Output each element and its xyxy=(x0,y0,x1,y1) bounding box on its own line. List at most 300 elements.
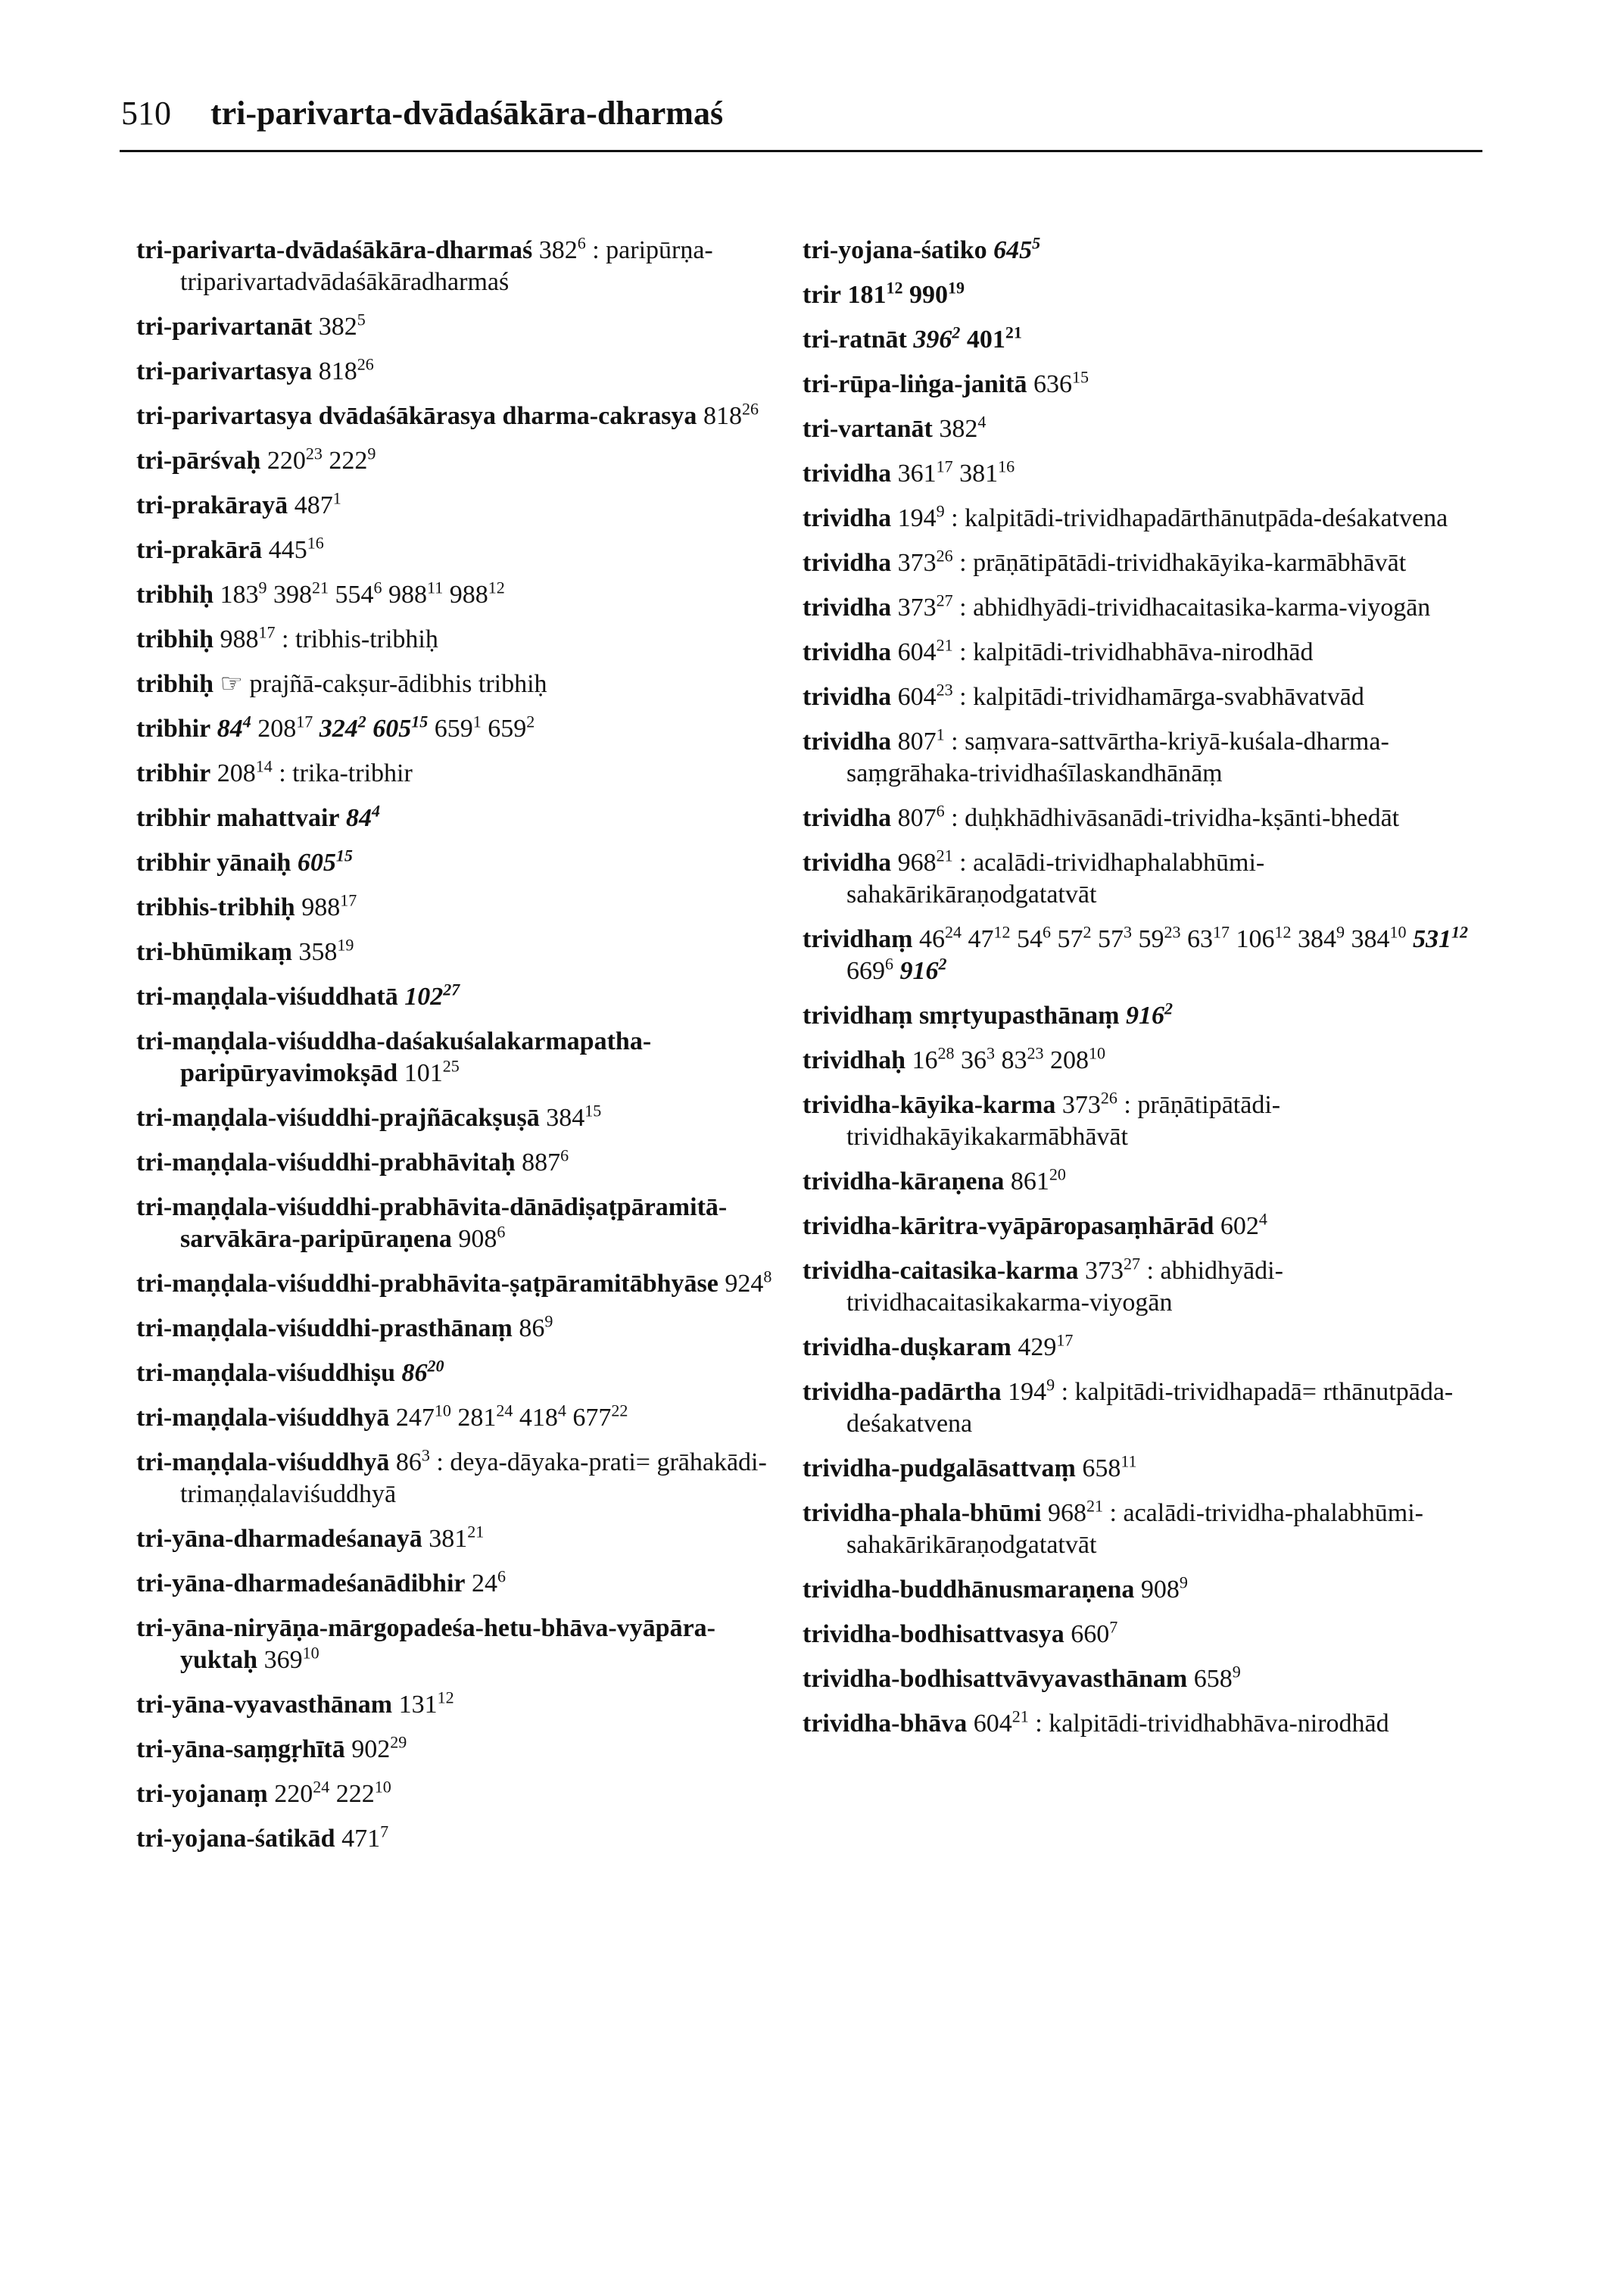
reference-line: 12 xyxy=(1451,922,1468,942)
page-reference xyxy=(335,1777,391,1808)
index-entry xyxy=(136,937,787,968)
page-reference xyxy=(546,1101,602,1132)
entry-gloss: deya-dāyaka-prati= grāhakādi-trimaṇḍalaviśuddhyā xyxy=(180,1448,767,1508)
page-reference xyxy=(522,1145,569,1177)
reference-page: 220 xyxy=(267,447,306,475)
index-entry: trividha-caitasika-karma $373^{27}$ : abhidhyādi-trividhacaitasikakarma-viyogān xyxy=(803,1254,1283,1317)
page-reference xyxy=(899,954,947,985)
reference-line: 21 xyxy=(312,578,329,597)
reference-line: 4 xyxy=(242,712,251,731)
index-entry xyxy=(803,1332,1469,1364)
entry-headword: tri-parivartanāt xyxy=(136,313,313,341)
page-reference xyxy=(1125,999,1173,1030)
page-reference xyxy=(404,980,460,1011)
page-reference xyxy=(398,1688,454,1719)
reference-line: 23 xyxy=(1164,922,1181,942)
entry-headword: tri-yāna-dharmadeśanayā xyxy=(136,1525,422,1553)
reference-page: 181 xyxy=(847,281,887,309)
entry-headword: trividha xyxy=(803,849,892,877)
page-reference xyxy=(847,278,903,309)
reference-page: 57 xyxy=(1057,925,1083,953)
entry-gloss: acalādi-trividhaphalabhūmi-sahakārikāraṇodgatatvāt xyxy=(846,849,1265,909)
reference-page: 908 xyxy=(458,1225,497,1253)
reference-line: 24 xyxy=(496,1401,513,1420)
reference-line: 21 xyxy=(1005,323,1022,342)
entry-gloss: prāṇātipātādi-trividhakāyikakarmābhāvāt xyxy=(846,1091,1281,1151)
page-reference xyxy=(457,1401,513,1432)
reference-page: 669 xyxy=(846,957,885,985)
page-reference xyxy=(918,922,962,953)
reference-line: 27 xyxy=(1124,1254,1141,1273)
reference-page: 183 xyxy=(220,581,259,609)
index-entry: trividha-phala-bhūmi $968^{21}$ : acalādi-trividha-phalabhūmi-sahakārikāraṇodgatatvāt xyxy=(803,1496,1423,1559)
index-entry xyxy=(136,1613,787,1676)
entry-headword: trividha xyxy=(803,683,892,711)
reference-line: 2 xyxy=(526,712,535,731)
reference-page: 208 xyxy=(217,759,256,787)
reference-page: 16 xyxy=(912,1046,938,1074)
index-entry xyxy=(136,713,787,745)
entry-headword: tri-maṇḍala-viśuddhyā xyxy=(136,1404,390,1432)
reference-page: 988 xyxy=(220,625,259,653)
entry-headword: tri-parivartasya dvādaśākārasya dharma-cakrasya xyxy=(136,402,697,430)
reference-line: 1 xyxy=(332,488,341,508)
reference-page: 445 xyxy=(268,536,307,564)
reference-line: 11 xyxy=(427,578,444,597)
reference-page: 382 xyxy=(939,415,978,443)
index-entry: trividha $604^{21}$ : kalpitādi-trividhabhāva-nirodhād xyxy=(803,635,1314,666)
index-entry xyxy=(136,892,787,924)
index-entry xyxy=(803,413,1469,445)
page-reference xyxy=(1186,922,1230,953)
page-reference xyxy=(329,444,376,475)
reference-page: 101 xyxy=(404,1059,443,1087)
page-reference xyxy=(1018,1330,1074,1361)
cross-reference: ☞ prajñā-cakṣur-ādibhis tribhiḥ xyxy=(220,670,547,698)
reference-line: 17 xyxy=(1056,1330,1074,1350)
reference-line: 12 xyxy=(1274,922,1292,942)
reference-line: 4 xyxy=(557,1401,566,1420)
page-header xyxy=(121,97,723,130)
page-reference xyxy=(298,935,354,966)
index-entry xyxy=(803,279,1469,311)
reference-page: 605 xyxy=(372,715,412,743)
reference-page: 924 xyxy=(725,1270,764,1298)
page-reference xyxy=(220,578,267,609)
reference-page: 84 xyxy=(346,804,372,832)
index-entry xyxy=(803,1166,1469,1198)
reference-line: 21 xyxy=(467,1522,485,1541)
reference-line: 14 xyxy=(255,756,273,776)
page-reference xyxy=(217,712,251,743)
page-number: 510 xyxy=(121,95,171,132)
page-reference xyxy=(1048,1496,1104,1527)
page-reference xyxy=(1085,1254,1141,1285)
reference-line: 4 xyxy=(372,801,381,821)
reference-page: 24 xyxy=(472,1569,497,1597)
reference-line: 11 xyxy=(1121,1451,1137,1471)
index-entry xyxy=(136,1402,787,1434)
page-reference xyxy=(572,1401,628,1432)
entry-headword: trividha-bodhisattvāvyavasthānam xyxy=(803,1665,1188,1693)
reference-page: 658 xyxy=(1193,1665,1233,1693)
page-reference xyxy=(1061,1088,1117,1119)
entry-headword: trividha-kāraṇena xyxy=(803,1167,1005,1195)
reference-page: 59 xyxy=(1138,925,1164,953)
entry-headword: tri-maṇḍala-viśuddhi-prasthānaṃ xyxy=(136,1314,513,1342)
index-entry: trividha $194^9$ : kalpitādi-trividhapadārthānutpāda-deśakatvena xyxy=(803,501,1448,532)
reference-line: 26 xyxy=(936,546,953,566)
entry-headword: trividha-bodhisattvasya xyxy=(803,1620,1064,1648)
page-reference xyxy=(913,323,961,354)
entry-gloss: abhidhyādi-trividhacaitasikakarma-viyogān xyxy=(846,1257,1283,1317)
page-reference xyxy=(1008,1375,1055,1406)
reference-page: 361 xyxy=(897,460,937,488)
reference-line: 16 xyxy=(307,533,324,553)
reference-page: 281 xyxy=(457,1404,497,1432)
reference-page: 604 xyxy=(973,1710,1012,1738)
reference-page: 373 xyxy=(897,549,937,577)
reference-page: 908 xyxy=(1140,1576,1180,1604)
index-entry xyxy=(136,311,787,343)
reference-page: 645 xyxy=(993,236,1033,264)
reference-line: 3 xyxy=(987,1043,996,1063)
reference-page: 471 xyxy=(341,1825,381,1853)
reference-line: 9 xyxy=(1179,1572,1188,1592)
reference-line: 19 xyxy=(337,935,354,955)
reference-line: 26 xyxy=(357,354,374,374)
reference-line: 6 xyxy=(373,578,382,597)
page-reference xyxy=(395,1445,430,1476)
page-reference xyxy=(519,1311,553,1342)
reference-page: 194 xyxy=(1008,1378,1047,1406)
reference-line: 27 xyxy=(443,980,460,999)
reference-line: 10 xyxy=(302,1643,320,1663)
reference-page: 658 xyxy=(1082,1454,1121,1482)
index-entry: trividha $807^1$ : saṃvara-sattvārtha-kriyā-kuśala-dharma-saṃgrāhaka-trividhaśīlaskandhānāṃ xyxy=(803,725,1389,787)
entry-headword: tri-parivartasya xyxy=(136,357,313,385)
reference-line: 20 xyxy=(1049,1164,1066,1184)
reference-line: 4 xyxy=(977,412,987,432)
entry-gloss: kalpitādi-trividhabhāva-nirodhād xyxy=(973,638,1314,666)
page-reference xyxy=(472,1566,506,1597)
entry-headword: tri-maṇḍala-viśuddhyā xyxy=(136,1448,390,1476)
reference-line: 22 xyxy=(611,1401,628,1420)
page-reference xyxy=(897,501,945,532)
entry-headword: tri-bhūmikaṃ xyxy=(136,938,292,966)
index-entry xyxy=(136,1268,787,1300)
reference-page: 373 xyxy=(897,594,937,622)
reference-line: 16 xyxy=(998,457,1015,476)
entry-headword: tri-prakārayā xyxy=(136,491,288,519)
index-entry: trividha $604^{23}$ : kalpitādi-trividhamārga-svabhāvatvād xyxy=(803,680,1364,711)
page-reference xyxy=(217,756,273,787)
reference-line: 19 xyxy=(947,278,965,298)
entry-headword: trividhaṃ smṛtyupasthānaṃ xyxy=(803,1002,1120,1030)
reference-page: 398 xyxy=(273,581,313,609)
reference-page: 659 xyxy=(488,715,527,743)
index-entry xyxy=(136,579,787,611)
entry-headword: trividha xyxy=(803,594,892,622)
entry-headword: trividha-padārtha xyxy=(803,1378,1002,1406)
entry-headword: tribhiḥ xyxy=(136,670,214,698)
reference-page: 604 xyxy=(897,638,937,666)
reference-page: 990 xyxy=(909,281,948,309)
reference-line: 15 xyxy=(584,1101,602,1121)
reference-line: 17 xyxy=(258,622,276,642)
reference-page: 818 xyxy=(318,357,357,385)
entry-headword: tribhiḥ xyxy=(136,581,214,609)
page-reference xyxy=(318,310,366,341)
page-reference xyxy=(703,399,759,430)
reference-line: 15 xyxy=(411,712,429,731)
page-reference xyxy=(993,233,1041,264)
entry-headword: trividha-kāyika-karma xyxy=(803,1091,1056,1119)
page-reference xyxy=(1236,922,1292,953)
reference-line: 9 xyxy=(1232,1662,1241,1682)
entry-headword: tri-yojanaṃ xyxy=(136,1780,268,1808)
entry-headword: trividha-duṣkaram xyxy=(803,1333,1011,1361)
reference-page: 861 xyxy=(1010,1167,1049,1195)
entry-headword: trir xyxy=(803,281,841,309)
reference-page: 63 xyxy=(1186,925,1213,953)
index-entry xyxy=(136,1026,787,1089)
index-entry: trividha-padārtha $194^9$ : kalpitādi-trividhapadā= rthānutpāda-deśakatvena xyxy=(803,1375,1454,1438)
reference-page: 807 xyxy=(897,728,937,756)
entry-headword: tri-ratnāt xyxy=(803,326,907,354)
page-reference xyxy=(1193,1662,1241,1693)
page-reference xyxy=(968,922,1011,953)
index-entry: trividha $968^{21}$ : acalādi-trividhaphalabhūmi-sahakārikāraṇodgatatvāt xyxy=(803,846,1265,909)
reference-page: 384 xyxy=(1297,925,1336,953)
page-reference xyxy=(273,578,329,609)
page-reference xyxy=(458,1222,506,1253)
reference-page: 531 xyxy=(1412,925,1451,953)
page-reference xyxy=(1140,1572,1188,1604)
page-reference xyxy=(220,622,276,653)
entry-headword: tri-maṇḍala-viśuddhiṣu xyxy=(136,1359,395,1387)
entry-headword: trividhaḥ xyxy=(803,1046,906,1074)
page-reference xyxy=(897,680,953,711)
entry-headword: tribhis-tribhiḥ xyxy=(136,893,295,921)
reference-line: 23 xyxy=(936,680,953,700)
page-reference xyxy=(897,725,945,756)
reference-line: 6 xyxy=(497,1222,506,1242)
reference-page: 381 xyxy=(959,460,999,488)
entry-headword: trividha xyxy=(803,504,892,532)
entry-headword: tri-yāna-vyavasthānam xyxy=(136,1691,393,1719)
page-reference xyxy=(725,1267,772,1298)
index-entry: tri-parivarta-dvādaśākāra-dharmaś $382^6$ : paripūrṇa-triparivartadvādaśākāradharmaś xyxy=(136,233,713,296)
entry-headword: trividha xyxy=(803,804,892,832)
reference-line: 2 xyxy=(938,954,947,974)
page-reference xyxy=(274,1777,330,1808)
reference-line: 5 xyxy=(1032,233,1041,253)
reference-line: 10 xyxy=(374,1777,391,1797)
reference-line: 9 xyxy=(1336,922,1345,942)
reference-page: 916 xyxy=(899,957,939,985)
index-entry xyxy=(136,356,787,388)
entry-headword: trividha-buddhānusmaraṇena xyxy=(803,1576,1135,1604)
entry-gloss: trika-tribhir xyxy=(292,759,413,787)
reference-page: 968 xyxy=(1048,1499,1087,1527)
reference-line: 10 xyxy=(1389,922,1407,942)
page-reference xyxy=(434,712,482,743)
page-reference xyxy=(268,533,324,564)
reference-line: 26 xyxy=(741,399,759,419)
index-entry xyxy=(136,535,787,566)
page-reference xyxy=(395,1401,451,1432)
index-entry xyxy=(136,803,787,834)
index-entry xyxy=(803,924,1469,987)
reference-line: 15 xyxy=(1072,367,1089,387)
reference-page: 988 xyxy=(301,893,341,921)
entry-headword: trividha xyxy=(803,549,892,577)
index-entry xyxy=(136,1523,787,1555)
reference-page: 988 xyxy=(388,581,428,609)
page-reference xyxy=(897,546,953,577)
entry-headword: tri-rūpa-liṅga-janitā xyxy=(803,370,1027,398)
index-entry xyxy=(136,445,787,477)
entry-headword: tri-yāna-saṃgṛhītā xyxy=(136,1735,345,1763)
index-entry xyxy=(803,1619,1469,1650)
reference-line: 6 xyxy=(577,233,586,253)
reference-page: 636 xyxy=(1033,370,1073,398)
reference-line: 12 xyxy=(886,278,903,298)
reference-line: 15 xyxy=(335,846,353,865)
page-reference xyxy=(319,712,366,743)
index-entry xyxy=(803,324,1469,356)
index-entry: trividha $373^{27}$ : abhidhyādi-trividhacaitasika-karma-viyogān xyxy=(803,591,1431,622)
index-entry xyxy=(136,490,787,522)
running-head: tri-parivarta-dvādaśākāra-dharmaś xyxy=(210,95,724,132)
index-entry xyxy=(136,1778,787,1810)
index-entry xyxy=(136,847,787,879)
index-column-right xyxy=(803,235,1469,1753)
reference-line: 25 xyxy=(442,1056,460,1076)
reference-line: 6 xyxy=(497,1566,506,1586)
reference-line: 3 xyxy=(1123,922,1132,942)
reference-line: 2 xyxy=(357,712,366,731)
reference-page: 358 xyxy=(298,938,338,966)
reference-page: 102 xyxy=(404,983,444,1011)
index-entry xyxy=(136,1689,787,1721)
page-reference xyxy=(973,1706,1029,1738)
reference-line: 1 xyxy=(472,712,482,731)
reference-page: 222 xyxy=(335,1780,375,1808)
reference-line: 20 xyxy=(427,1356,444,1376)
reference-line: 12 xyxy=(437,1688,454,1707)
page-reference xyxy=(267,444,323,475)
page-reference xyxy=(538,233,586,264)
reference-page: 46 xyxy=(918,925,945,953)
page-reference xyxy=(401,1356,444,1387)
reference-page: 247 xyxy=(395,1404,435,1432)
page-reference xyxy=(1016,922,1051,953)
index-entry xyxy=(136,1734,787,1766)
reference-page: 86 xyxy=(519,1314,545,1342)
entry-headword: trividha-caitasika-karma xyxy=(803,1257,1079,1285)
reference-page: 208 xyxy=(257,715,297,743)
entry-gloss: tribhis-tribhiḥ xyxy=(295,625,438,653)
reference-page: 84 xyxy=(217,715,243,743)
reference-page: 384 xyxy=(1351,925,1390,953)
index-entry: tri-maṇḍala-viśuddhyā $86^3$ : deya-dāyaka-prati= grāhakādi-trimaṇḍalaviśuddhyā xyxy=(136,1445,767,1508)
reference-page: 988 xyxy=(449,581,488,609)
page-reference xyxy=(897,457,953,488)
reference-line: 10 xyxy=(1089,1043,1106,1063)
reference-page: 401 xyxy=(966,326,1005,354)
index-entry: trividha $373^{26}$ : prāṇātipātādi-trividhakāyika-karmābhāvāt xyxy=(803,546,1407,577)
entry-headword: trividha-kāritra-vyāpāropasaṃhārād xyxy=(803,1212,1214,1240)
index-entry xyxy=(803,1045,1469,1077)
reference-line: 5 xyxy=(357,310,366,329)
page-reference xyxy=(297,846,353,877)
entry-headword: tribhir xyxy=(136,715,211,743)
page-reference xyxy=(1351,922,1407,953)
reference-line: 24 xyxy=(313,1777,330,1797)
reference-line: 8 xyxy=(763,1267,772,1286)
page-reference xyxy=(897,591,953,622)
entry-headword: tri-maṇḍala-viśuddhi-prabhāvitaḥ xyxy=(136,1149,516,1177)
reference-line: 3 xyxy=(421,1445,430,1465)
entry-headword: tribhir mahattvair xyxy=(136,804,340,832)
page-reference xyxy=(1138,922,1181,953)
reference-line: 21 xyxy=(1011,1706,1029,1726)
reference-line: 2 xyxy=(1164,999,1173,1018)
page-reference xyxy=(372,712,429,743)
reference-line: 9 xyxy=(936,501,945,521)
page-reference xyxy=(1082,1451,1137,1482)
reference-line: 6 xyxy=(1042,922,1051,942)
reference-page: 554 xyxy=(335,581,374,609)
page-reference xyxy=(966,323,1022,354)
page-reference xyxy=(351,1732,407,1763)
reference-line: 12 xyxy=(488,578,505,597)
page-reference xyxy=(346,801,381,832)
page-reference xyxy=(909,278,965,309)
entry-gloss: duḥkhādhivāsanādi-trividha-kṣānti-bhedāt xyxy=(965,804,1400,832)
page-reference xyxy=(335,578,382,609)
reference-line: 17 xyxy=(340,890,357,910)
entry-gloss: abhidhyādi-trividhacaitasika-karma-viyogān xyxy=(973,594,1431,622)
reference-line: 9 xyxy=(1046,1375,1055,1395)
entry-headword: tri-maṇḍala-viśuddha-daśakuśalakarmapatha-paripūryavimokṣād xyxy=(136,1027,652,1087)
reference-line: 27 xyxy=(936,591,953,610)
reference-line: 21 xyxy=(936,846,953,865)
entry-headword: tri-parivarta-dvādaśākāra-dharmaś xyxy=(136,236,533,264)
entry-headword: tri-prakārā xyxy=(136,536,263,564)
reference-page: 222 xyxy=(329,447,368,475)
reference-line: 29 xyxy=(390,1732,407,1752)
reference-line: 6 xyxy=(885,954,893,974)
index-entry: tribhir $208^{14}$ : trika-tribhir xyxy=(136,756,413,787)
page-reference xyxy=(1220,1209,1267,1240)
page-reference xyxy=(257,712,313,743)
page-reference xyxy=(388,578,444,609)
reference-line: 9 xyxy=(367,444,376,463)
reference-line: 10 xyxy=(434,1401,451,1420)
reference-page: 324 xyxy=(319,715,358,743)
entry-gloss: prāṇātipātādi-trividhakāyika-karmābhāvāt xyxy=(973,549,1407,577)
reference-line: 1 xyxy=(936,725,945,744)
page-reference xyxy=(846,954,893,985)
reference-line: 4 xyxy=(1258,1209,1267,1229)
reference-page: 382 xyxy=(538,236,578,264)
page-reference xyxy=(1297,922,1345,953)
entry-headword: trividha xyxy=(803,728,892,756)
reference-page: 106 xyxy=(1236,925,1275,953)
